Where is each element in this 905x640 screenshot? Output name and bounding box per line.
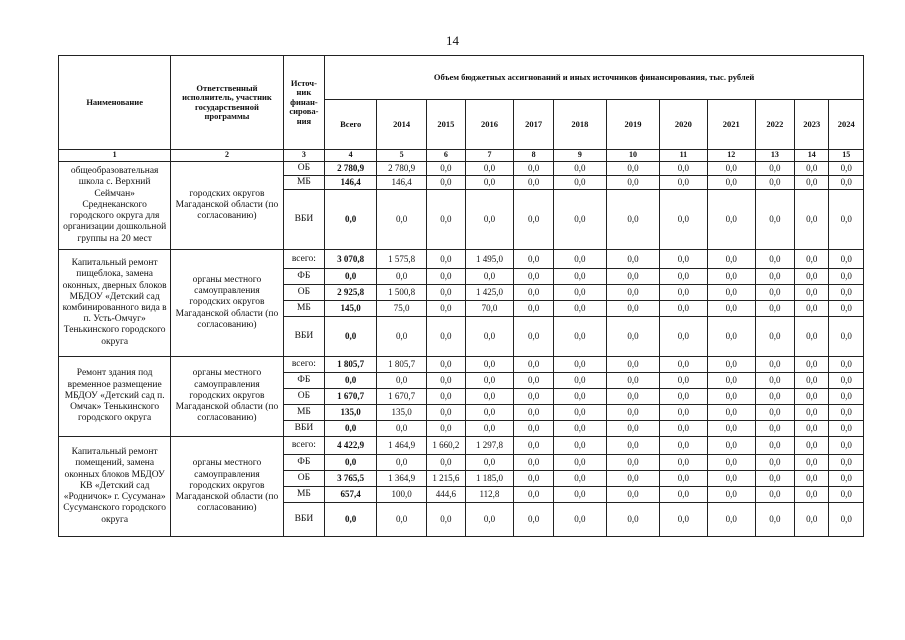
- year-value: 0,0: [514, 471, 554, 487]
- total-value: 0,0: [325, 269, 377, 285]
- year-value: 1 185,0: [465, 471, 514, 487]
- year-value: 0,0: [377, 269, 427, 285]
- year-value: 0,0: [465, 317, 514, 357]
- year-value: 0,0: [795, 405, 829, 421]
- year-value: 0,0: [755, 285, 795, 301]
- item-name: Капитальный ремонт пищеблока, замена оконных, дверных блоков МБДОУ «Детский сад комбинированного вида в п. Усть-Омчуг» Тенькинского городского округа: [59, 250, 171, 357]
- year-value: 0,0: [427, 373, 465, 389]
- year-value: 0,0: [755, 503, 795, 537]
- year-value: 0,0: [427, 455, 465, 471]
- year-value: 0,0: [755, 357, 795, 373]
- year-value: 0,0: [553, 301, 606, 317]
- year-value: 0,0: [755, 162, 795, 176]
- funding-source: всего:: [283, 250, 325, 269]
- header-name: Наименование: [59, 56, 171, 150]
- year-value: 0,0: [795, 190, 829, 250]
- year-value: 0,0: [465, 455, 514, 471]
- funding-source: всего:: [283, 357, 325, 373]
- year-value: 1 575,8: [377, 250, 427, 269]
- year-value: 0,0: [829, 373, 864, 389]
- year-value: 0,0: [553, 437, 606, 455]
- header-executor: Ответственный исполнитель, участник государственной программы: [171, 56, 283, 150]
- year-value: 0,0: [829, 357, 864, 373]
- budget-table: [58, 55, 864, 537]
- column-number: 4: [325, 150, 377, 162]
- year-value: 0,0: [707, 357, 755, 373]
- year-value: 0,0: [553, 373, 606, 389]
- year-value: 0,0: [514, 250, 554, 269]
- year-value: 0,0: [707, 162, 755, 176]
- year-value: 0,0: [795, 250, 829, 269]
- year-value: 0,0: [606, 373, 659, 389]
- year-value: 0,0: [514, 389, 554, 405]
- column-number: 3: [283, 150, 325, 162]
- year-value: 0,0: [829, 437, 864, 455]
- year-value: 0,0: [707, 285, 755, 301]
- total-value: 1 805,7: [325, 357, 377, 373]
- year-value: 0,0: [795, 471, 829, 487]
- year-value: 1 297,8: [465, 437, 514, 455]
- header-year: 2017: [514, 100, 554, 150]
- year-value: 0,0: [795, 176, 829, 190]
- column-number: 12: [707, 150, 755, 162]
- header-total: Всего: [325, 100, 377, 150]
- year-value: 0,0: [606, 487, 659, 503]
- year-value: 0,0: [659, 190, 707, 250]
- year-value: 0,0: [514, 357, 554, 373]
- year-value: 0,0: [427, 503, 465, 537]
- year-value: 0,0: [755, 421, 795, 437]
- total-value: 2 925,8: [325, 285, 377, 301]
- item-executor: органы местного самоуправления городских округов Магаданской области (по согласованию): [171, 357, 283, 437]
- year-value: 0,0: [465, 190, 514, 250]
- year-value: 0,0: [829, 176, 864, 190]
- year-value: 0,0: [514, 176, 554, 190]
- year-value: 0,0: [377, 373, 427, 389]
- year-value: 0,0: [659, 285, 707, 301]
- funding-source: МБ: [283, 487, 325, 503]
- year-value: 0,0: [553, 405, 606, 421]
- year-value: 0,0: [514, 190, 554, 250]
- column-number: 7: [465, 150, 514, 162]
- year-value: 0,0: [829, 487, 864, 503]
- funding-source: ФБ: [283, 373, 325, 389]
- year-value: 0,0: [606, 269, 659, 285]
- year-value: 75,0: [377, 301, 427, 317]
- year-value: 0,0: [427, 301, 465, 317]
- year-value: 0,0: [377, 503, 427, 537]
- year-value: 0,0: [553, 487, 606, 503]
- year-value: 0,0: [606, 503, 659, 537]
- total-value: 0,0: [325, 421, 377, 437]
- year-value: 0,0: [659, 405, 707, 421]
- header-year: 2018: [553, 100, 606, 150]
- year-value: 0,0: [427, 389, 465, 405]
- year-value: 0,0: [514, 437, 554, 455]
- year-value: 0,0: [465, 405, 514, 421]
- header-year: 2016: [465, 100, 514, 150]
- year-value: 0,0: [514, 487, 554, 503]
- year-value: 0,0: [514, 455, 554, 471]
- year-value: 1 805,7: [377, 357, 427, 373]
- funding-source: ВБИ: [283, 190, 325, 250]
- funding-source: МБ: [283, 405, 325, 421]
- year-value: 0,0: [755, 269, 795, 285]
- year-value: 0,0: [829, 421, 864, 437]
- header-year: 2015: [427, 100, 465, 150]
- year-value: 0,0: [755, 373, 795, 389]
- year-value: 0,0: [514, 421, 554, 437]
- year-value: 1 215,6: [427, 471, 465, 487]
- year-value: 0,0: [606, 421, 659, 437]
- year-value: 0,0: [465, 373, 514, 389]
- year-value: 0,0: [465, 389, 514, 405]
- year-value: 0,0: [427, 269, 465, 285]
- year-value: 0,0: [795, 389, 829, 405]
- year-value: 0,0: [795, 487, 829, 503]
- year-value: 0,0: [553, 471, 606, 487]
- header-year: 2021: [707, 100, 755, 150]
- year-value: 1 500,8: [377, 285, 427, 301]
- year-value: 0,0: [795, 301, 829, 317]
- year-value: 0,0: [755, 405, 795, 421]
- year-value: 0,0: [465, 162, 514, 176]
- year-value: 0,0: [553, 269, 606, 285]
- year-value: 0,0: [514, 373, 554, 389]
- column-number: 15: [829, 150, 864, 162]
- header-year: 2019: [606, 100, 659, 150]
- total-value: 135,0: [325, 405, 377, 421]
- column-number: 10: [606, 150, 659, 162]
- year-value: 0,0: [795, 269, 829, 285]
- year-value: 1 495,0: [465, 250, 514, 269]
- item-executor: городских округов Магаданской области (по согласованию): [171, 162, 283, 250]
- year-value: 0,0: [707, 269, 755, 285]
- year-value: 0,0: [553, 421, 606, 437]
- year-value: 0,0: [659, 162, 707, 176]
- year-value: 0,0: [606, 301, 659, 317]
- year-value: 0,0: [707, 437, 755, 455]
- year-value: 0,0: [553, 357, 606, 373]
- year-value: 0,0: [707, 471, 755, 487]
- total-value: 0,0: [325, 190, 377, 250]
- funding-source: ОБ: [283, 471, 325, 487]
- year-value: 0,0: [829, 190, 864, 250]
- year-value: 0,0: [377, 317, 427, 357]
- year-value: 0,0: [553, 176, 606, 190]
- funding-source: ОБ: [283, 285, 325, 301]
- header-volume: Объем бюджетных ассигнований и иных источников финансирования, тыс. рублей: [325, 56, 864, 100]
- year-value: 0,0: [829, 389, 864, 405]
- year-value: 0,0: [755, 190, 795, 250]
- year-value: 0,0: [707, 389, 755, 405]
- funding-source: ФБ: [283, 269, 325, 285]
- funding-source: ФБ: [283, 455, 325, 471]
- column-number: 2: [171, 150, 283, 162]
- year-value: 0,0: [427, 176, 465, 190]
- item-name: Капитальный ремонт помещений, замена оконных блоков МБДОУ КВ «Детский сад «Родничок» г. Сусумана» Сусуманского городского округа: [59, 437, 171, 537]
- year-value: 0,0: [829, 301, 864, 317]
- item-name: общеобразовательная школа с. Верхний Сеймчан» Среднеканского городского округа для организации дошкольной группы на 20 мест: [59, 162, 171, 250]
- header-source: Источ-ник финан-сирова-ния: [283, 56, 325, 150]
- year-value: 0,0: [514, 162, 554, 176]
- column-number: 8: [514, 150, 554, 162]
- year-value: 0,0: [606, 162, 659, 176]
- header-year: 2020: [659, 100, 707, 150]
- year-value: 0,0: [427, 405, 465, 421]
- year-value: 1 670,7: [377, 389, 427, 405]
- year-value: 0,0: [606, 389, 659, 405]
- year-value: 0,0: [707, 405, 755, 421]
- year-value: 0,0: [427, 285, 465, 301]
- year-value: 0,0: [795, 455, 829, 471]
- year-value: 0,0: [514, 503, 554, 537]
- funding-source: МБ: [283, 176, 325, 190]
- year-value: 0,0: [829, 317, 864, 357]
- column-number: 5: [377, 150, 427, 162]
- year-value: 0,0: [829, 455, 864, 471]
- year-value: 0,0: [514, 317, 554, 357]
- year-value: 100,0: [377, 487, 427, 503]
- year-value: 70,0: [465, 301, 514, 317]
- year-value: 0,0: [427, 162, 465, 176]
- year-value: 0,0: [755, 250, 795, 269]
- year-value: 0,0: [707, 317, 755, 357]
- item-executor: органы местного самоуправления городских округов Магаданской области (по согласованию): [171, 250, 283, 357]
- year-value: 0,0: [659, 503, 707, 537]
- year-value: 0,0: [465, 269, 514, 285]
- year-value: 1 364,9: [377, 471, 427, 487]
- year-value: 0,0: [553, 503, 606, 537]
- year-value: 0,0: [659, 471, 707, 487]
- year-value: 0,0: [553, 285, 606, 301]
- year-value: 0,0: [553, 250, 606, 269]
- table-row: [59, 357, 864, 373]
- total-value: 0,0: [325, 373, 377, 389]
- column-number: 6: [427, 150, 465, 162]
- year-value: 2 780,9: [377, 162, 427, 176]
- year-value: 0,0: [795, 285, 829, 301]
- funding-source: ОБ: [283, 162, 325, 176]
- item-executor: органы местного самоуправления городских округов Магаданской области (по согласованию): [171, 437, 283, 537]
- year-value: 0,0: [606, 317, 659, 357]
- year-value: 0,0: [755, 389, 795, 405]
- year-value: 0,0: [707, 250, 755, 269]
- total-value: 2 780,9: [325, 162, 377, 176]
- year-value: 0,0: [795, 162, 829, 176]
- year-value: 0,0: [707, 176, 755, 190]
- year-value: 0,0: [606, 437, 659, 455]
- funding-source: ВБИ: [283, 421, 325, 437]
- funding-source: всего:: [283, 437, 325, 455]
- total-value: 4 422,9: [325, 437, 377, 455]
- total-value: 3 070,8: [325, 250, 377, 269]
- total-value: 0,0: [325, 503, 377, 537]
- year-value: 0,0: [553, 455, 606, 471]
- year-value: 0,0: [377, 455, 427, 471]
- year-value: 0,0: [606, 471, 659, 487]
- year-value: 0,0: [659, 389, 707, 405]
- year-value: 0,0: [377, 190, 427, 250]
- year-value: 112,8: [465, 487, 514, 503]
- year-value: 146,4: [377, 176, 427, 190]
- total-value: 145,0: [325, 301, 377, 317]
- year-value: 0,0: [829, 471, 864, 487]
- year-value: 0,0: [465, 357, 514, 373]
- year-value: 0,0: [514, 269, 554, 285]
- year-value: 0,0: [707, 487, 755, 503]
- total-value: 0,0: [325, 455, 377, 471]
- year-value: 0,0: [606, 455, 659, 471]
- year-value: 0,0: [427, 190, 465, 250]
- year-value: 0,0: [427, 421, 465, 437]
- year-value: 0,0: [606, 190, 659, 250]
- year-value: 0,0: [659, 250, 707, 269]
- year-value: 0,0: [606, 357, 659, 373]
- year-value: 0,0: [659, 357, 707, 373]
- year-value: 0,0: [465, 503, 514, 537]
- year-value: 0,0: [755, 437, 795, 455]
- year-value: 0,0: [755, 317, 795, 357]
- year-value: 0,0: [659, 455, 707, 471]
- year-value: 0,0: [829, 503, 864, 537]
- year-value: 0,0: [795, 503, 829, 537]
- header-year: 2024: [829, 100, 864, 150]
- year-value: 0,0: [755, 301, 795, 317]
- column-number: 14: [795, 150, 829, 162]
- funding-source: ОБ: [283, 389, 325, 405]
- year-value: 0,0: [427, 250, 465, 269]
- year-value: 0,0: [795, 437, 829, 455]
- year-value: 135,0: [377, 405, 427, 421]
- funding-source: ВБИ: [283, 503, 325, 537]
- year-value: 0,0: [553, 190, 606, 250]
- header-year: 2023: [795, 100, 829, 150]
- year-value: 0,0: [659, 176, 707, 190]
- year-value: 1 425,0: [465, 285, 514, 301]
- year-value: 0,0: [707, 421, 755, 437]
- year-value: 444,6: [427, 487, 465, 503]
- year-value: 0,0: [755, 471, 795, 487]
- year-value: 0,0: [659, 317, 707, 357]
- year-value: 0,0: [553, 317, 606, 357]
- total-value: 657,4: [325, 487, 377, 503]
- year-value: 0,0: [659, 487, 707, 503]
- item-name: Ремонт здания под временное размещение МБДОУ «Детский сад п. Омчак» Тенькинского городского округа: [59, 357, 171, 437]
- year-value: 0,0: [465, 421, 514, 437]
- year-value: 0,0: [659, 421, 707, 437]
- year-value: 0,0: [606, 250, 659, 269]
- year-value: 0,0: [707, 373, 755, 389]
- total-value: 1 670,7: [325, 389, 377, 405]
- year-value: 0,0: [377, 421, 427, 437]
- total-value: 0,0: [325, 317, 377, 357]
- year-value: 0,0: [829, 405, 864, 421]
- year-value: 0,0: [755, 487, 795, 503]
- year-value: 0,0: [659, 269, 707, 285]
- year-value: 0,0: [659, 373, 707, 389]
- year-value: 0,0: [427, 317, 465, 357]
- column-number: 1: [59, 150, 171, 162]
- year-value: 0,0: [553, 162, 606, 176]
- year-value: 0,0: [707, 455, 755, 471]
- year-value: 0,0: [707, 503, 755, 537]
- column-number: 13: [755, 150, 795, 162]
- table-row: [59, 437, 864, 455]
- year-value: 0,0: [829, 285, 864, 301]
- table-row: [59, 250, 864, 269]
- year-value: 0,0: [465, 176, 514, 190]
- table-row: [59, 162, 864, 176]
- year-value: 0,0: [606, 285, 659, 301]
- year-value: 0,0: [659, 301, 707, 317]
- funding-source: МБ: [283, 301, 325, 317]
- header-year: 2014: [377, 100, 427, 150]
- year-value: 0,0: [795, 373, 829, 389]
- header-year: 2022: [755, 100, 795, 150]
- year-value: 0,0: [659, 437, 707, 455]
- year-value: 0,0: [795, 421, 829, 437]
- year-value: 0,0: [795, 317, 829, 357]
- column-number: 9: [553, 150, 606, 162]
- year-value: 1 660,2: [427, 437, 465, 455]
- year-value: 0,0: [829, 250, 864, 269]
- funding-source: ВБИ: [283, 317, 325, 357]
- year-value: 0,0: [829, 269, 864, 285]
- year-value: 0,0: [514, 301, 554, 317]
- year-value: 0,0: [707, 190, 755, 250]
- total-value: 3 765,5: [325, 471, 377, 487]
- year-value: 0,0: [795, 357, 829, 373]
- year-value: 0,0: [606, 405, 659, 421]
- year-value: 0,0: [514, 285, 554, 301]
- year-value: 0,0: [707, 301, 755, 317]
- year-value: 0,0: [755, 455, 795, 471]
- page-number: 14: [446, 33, 459, 48]
- column-number: 11: [659, 150, 707, 162]
- year-value: 0,0: [606, 176, 659, 190]
- year-value: 1 464,9: [377, 437, 427, 455]
- year-value: 0,0: [514, 405, 554, 421]
- year-value: 0,0: [829, 162, 864, 176]
- year-value: 0,0: [553, 389, 606, 405]
- year-value: 0,0: [755, 176, 795, 190]
- year-value: 0,0: [427, 357, 465, 373]
- total-value: 146,4: [325, 176, 377, 190]
